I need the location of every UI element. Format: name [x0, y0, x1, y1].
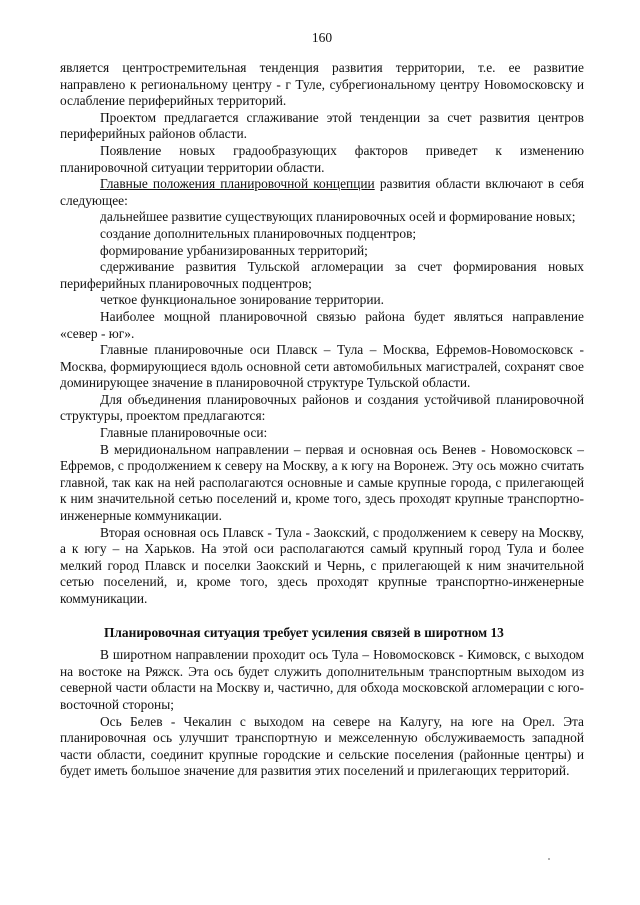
section-heading: Планировочная ситуация требует усиления связей в широтном 13: [104, 624, 504, 640]
paragraph-main-axes-label: Главные планировочные оси:: [100, 425, 268, 441]
paragraph-main-axes: Главные планировочные оси Плавск – Тула – Москва, Ефремов-Новомосковск - Москва, формирующиеся вдоль основной сети автомобильных магистралей, сохранят свое доминирующее значение в планировочной структуре Тульской области.: [60, 342, 584, 391]
list-item: создание дополнительных планировочных подцентров;: [100, 225, 417, 241]
paragraph-latitudinal: В широтном направлении проходит ось Тула – Новомосковск - Кимовск, с выходом на востоке на Ряжск. Эта ось будет служить дополнительным транспортным выходом из северной части области на Москву и, частично, для обхода московской агломерации с юго-восточной стороны;: [60, 647, 584, 712]
concept-underlined-text: Главные положения планировочной концепции: [100, 176, 375, 192]
paragraph-proposal: Проектом предлагается сглаживание этой тенденции за счет развития центров периферийных районов области.: [60, 109, 584, 142]
list-item: сдерживание развития Тульской агломерации за счет формирования новых периферийных планировочных подцентров;: [60, 259, 584, 291]
list-item: дальнейшее развитие существующих планировочных осей и формирование новых;: [100, 209, 576, 225]
page-number: 160: [311, 30, 333, 45]
paragraph-meridional: В меридиональном направлении – первая и основная ось Венев - Новомосковск – Ефремов, с продолжением к северу на Москву, а к югу на Воронеж. Эту ось можно считать главной, так как на ней располагаются основные и самые крупные города, с прилегающей к ним значительной сетью поселений и, кроме того, здесь проходят крупные транспортно-инженерные коммуникации.: [60, 441, 584, 524]
paragraph-continuation: является центростремительная тенденция развития территории, т.е. ее развитие направлено к региональному центру - г Туле, субрегиональному центру Новомосковску и ослабление периферийных территорий.: [60, 60, 584, 109]
paragraph-belev-axis: Ось Белев - Чекалин с выходом на севере на Калугу, на юге на Орел. Эта планировочная ось улучшит транспортную и межселенную обслуживаемость западной части области, соединит крупные городские и сельские поселения (районные центры) и будет иметь большое значение для развития этих поселений и прилегающих территорий.: [60, 713, 584, 779]
paragraph-north-south: Наиболее мощной планировочной связью района будет являться направление «север - юг».: [60, 308, 584, 341]
paragraph-concept: [60, 176, 584, 209]
concept-rest-text: развития области включают в себя следующее:: [60, 176, 585, 208]
paragraph-second-axis: Вторая основная ось Плавск - Тула - Заокский, с продолжением к северу на Москву, а к югу – на Харьков. На этой оси располагаются самый крупный город Тула и более мелкий город Плавск и поселки Заокский и Чернь, с прилегающей к ним значительной сетью поселений, и, кроме того, здесь проходят крупные транспортно-инженерные коммуникации.: [60, 524, 584, 606]
paragraph-new-factors: Появление новых градообразующих факторов приведет к изменению планировочной ситуации территории области.: [60, 142, 584, 175]
scan-speck: [548, 858, 550, 860]
list-item: четкое функциональное зонирование территории.: [100, 292, 385, 308]
list-item: формирование урбанизированных территорий;: [100, 242, 368, 258]
paragraph-proposals: Для объединения планировочных районов и создания устойчивой планировочной структуры, проектом предлагаются:: [60, 391, 584, 424]
